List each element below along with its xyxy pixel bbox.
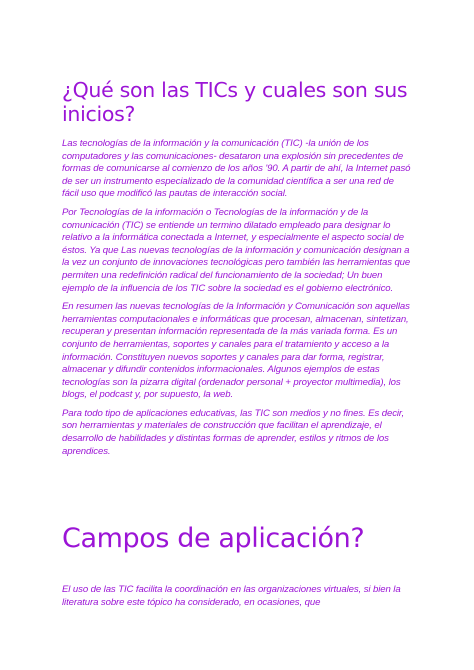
tail-text bbox=[62, 584, 412, 615]
page-title: ¿Qué son las TICs y cuales son sus inicios? bbox=[62, 78, 408, 126]
paragraph-organizations: El uso de las TIC facilita la coordinación en las organizaciones virtuales, si bien la literatura sobre este tópico ha considerado, en ocasiones, que bbox=[62, 584, 401, 608]
paragraph-summary: En resumen las nuevas tecnologías de la Información y Comunicación son aquellas herramientas computacionales e informáticas que procesan, almacenan, sintetizan, recuperan y presentan información representada de la más variada forma. Es un conjunto de herramientas, soportes y canales para el tratamiento y acceso a la información. Constituyen nuevos soportes y canales para dar forma, registrar, almacenar y difundir contenidos informacionales. Algunos ejemplos de estas tecnologías son la pizarra digital (ordenador personal + proyector multimedia), los blogs, el podcast y, por supuesto, la web. bbox=[62, 301, 410, 401]
paragraph-definition: Por Tecnologías de la información o Tecnologías de la información y de la comunicación (TIC) se entiende un termino dilatado empleado para designar lo relativo a la informática conectada a Internet, y especialmente el aspecto social de éstos. Ya que Las nuevas tecnologías de la información y comunicación designan a la vez un conjunto de innovaciones tecnológicas pero también las herramientas que permiten una redefinición radical del funcionamiento de la sociedad; Un buen ejemplo de la influencia de los TIC sobre la sociedad es el gobierno electrónico. bbox=[62, 206, 411, 294]
body-text bbox=[62, 138, 412, 464]
paragraph-intro: Las tecnologías de la información y la comunicación (TIC) -la unión de los computadores y las comunicaciones- desataron una explosión sin precedentes de formas de comunicarse al comienzo de los años '90. A partir de ahí, la Internet pasó de ser un instrumento especializado de la comunidad científica a ser una red de fácil uso que modificó las pautas de interacción social. bbox=[62, 138, 411, 200]
paragraph-education: Para todo tipo de aplicaciones educativas, las TIC son medios y no fines. Es decir, son herramientas y materiales de construcción que facilitan el aprendizaje, el desarrollo de habilidades y distintas formas de aprender, estilos y ritmos de los aprendices. bbox=[62, 407, 405, 457]
section-heading: Campos de aplicación? bbox=[62, 523, 365, 554]
